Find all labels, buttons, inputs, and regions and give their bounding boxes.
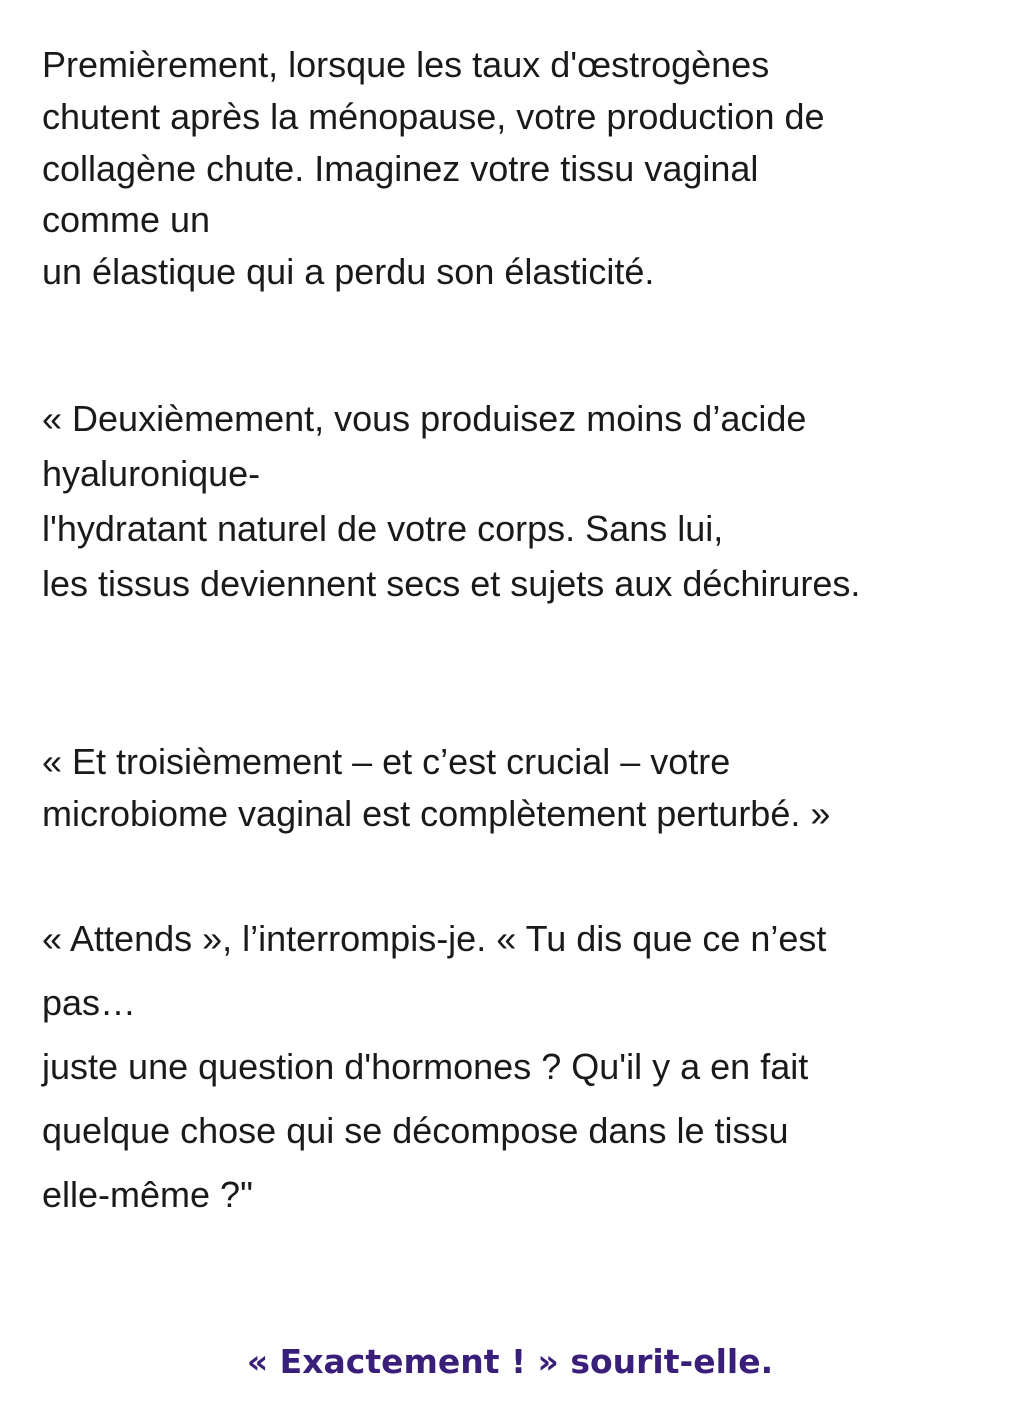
text-line: comme un [42, 199, 211, 240]
text-line: collagène chute. Imaginez votre tissu vaginal [42, 148, 759, 189]
text-line: elle-même ?" [42, 1174, 253, 1215]
text-line: microbiome vaginal est complètement perturbé. » [42, 793, 831, 834]
text-line: « Deuxièmement, vous produisez moins d’acide [42, 398, 807, 439]
text-line: « Et troisièmement – et c’est crucial – votre [42, 741, 731, 782]
closing-line: « Exactement ! » sourit-elle. [246, 1342, 774, 1381]
text-line: Premièrement, lorsque les taux d'œstrogènes [42, 44, 770, 85]
text-line: pas… [42, 982, 137, 1023]
text-line: l'hydratant naturel de votre corps. Sans lui, [42, 508, 724, 549]
text-line: chutent après la ménopause, votre production de [42, 96, 825, 137]
text-line: quelque chose qui se décompose dans le tissu [42, 1110, 789, 1151]
text-line: « Attends », l’interrompis-je. « Tu dis que ce n’est [42, 918, 827, 959]
text-line: juste une question d'hormones ? Qu'il y a en fait [42, 1046, 809, 1087]
text-line: hyaluronique- [42, 453, 261, 494]
text-line: les tissus deviennent secs et sujets aux déchirures. [42, 563, 861, 604]
text-line: un élastique qui a perdu son élasticité. [42, 251, 655, 292]
